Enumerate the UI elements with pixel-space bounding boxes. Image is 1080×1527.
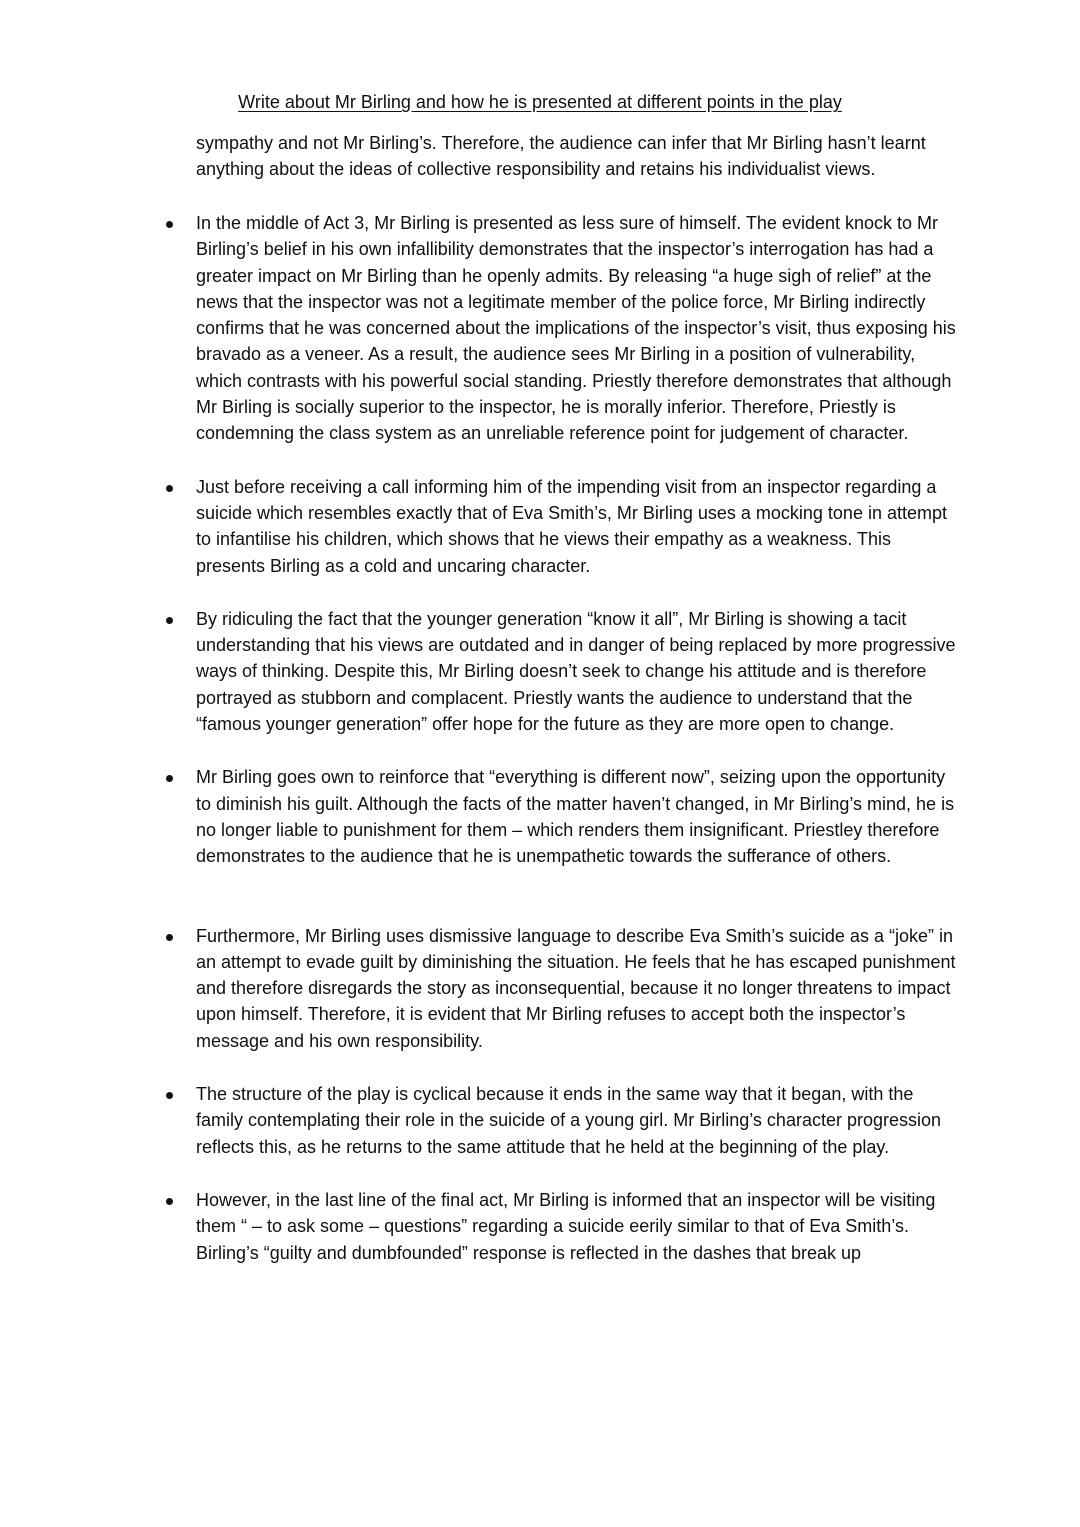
bullet-text: Furthermore, Mr Birling uses dismissive language to describe Eva Smith’s suicide as a “joke” in an attempt to evade guilt by diminishing the situation. He feels that he has escaped punishment and therefore disregards the story as inconsequential, because it no longer threatens to impact upon himself. Therefore, it is evident that Mr Birling refuses to accept both the inspector’s message and his own responsibility. <box>196 925 956 1051</box>
bullet-text: In the middle of Act 3, Mr Birling is presented as less sure of himself. The evident knock to Mr Birling’s belief in his own infallibility demonstrates that the inspector’s interrogation has had a greater impact on Mr Birling than he openly admits. By releasing “a huge sigh of relief” at the news that the inspector was not a legitimate member of the police force, Mr Birling indirectly confirms that he was concerned about the implications of the inspector’s visit, thus exposing his bravado as a veneer. As a result, the audience sees Mr Birling in a position of vulnerability, which contrasts with his powerful social standing. Priestly therefore demonstrates that although Mr Birling is socially superior to the inspector, he is morally inferior. Therefore, Priestly is condemning the class system as an unreliable reference point for judgement of character. <box>196 213 956 444</box>
continuation-paragraph: sympathy and not Mr Birling’s. Therefore, the audience can infer that Mr Birling hasn’t learnt anything about the ideas of collective responsibility and retains his individualist views. <box>196 133 926 180</box>
page-title: Write about Mr Birling and how he is presented at different points in the play <box>238 92 842 112</box>
bullet-item-everything-different <box>0 764 1080 869</box>
bullet-item-final-act <box>0 1187 1080 1266</box>
bullet-item-cyclical-structure <box>0 1081 1080 1160</box>
bullet-icon <box>166 1092 173 1099</box>
bullet-text: By ridiculing the fact that the younger generation “know it all”, Mr Birling is showing a tacit understanding that his views are outdated and in danger of being replaced by more progressive ways of thinking. Despite this, Mr Birling doesn’t seek to change his attitude and is therefore portrayed as stubborn and complacent. Priestly wants the audience to understand that the “famous younger generation” offer hope for the future as they are more open to change. <box>196 608 956 735</box>
bullet-text: Mr Birling goes own to reinforce that “everything is different now”, seizing upon the opportunity to diminish his guilt. Although the facts of the matter haven’t changed, in Mr Birling’s mind, he is no longer liable to punishment for them – which renders them insignificant. Priestley therefore demonstrates to the audience that he is unempathetic towards the sufferance of others. <box>196 767 955 867</box>
bullet-item-act3 <box>0 210 1080 447</box>
bullet-icon <box>166 485 173 492</box>
bullet-text: Just before receiving a call informing him of the impending visit from an inspector regarding a suicide which resembles exactly that of Eva Smith’s, Mr Birling uses a mocking tone in attempt to infantilise his children, which shows that he views their empathy as a weakness. This presents Birling as a cold and uncaring character. <box>196 476 947 576</box>
bullet-icon <box>166 775 173 782</box>
bullet-text: The structure of the play is cyclical because it ends in the same way that it began, with the family contemplating their role in the suicide of a young girl. Mr Birling’s character progression reflects this, as he returns to the same attitude that he held at the beginning of the play. <box>196 1084 942 1157</box>
bullet-item-joke <box>0 923 1080 1054</box>
bullet-icon <box>166 1198 173 1205</box>
bullet-item-mocking-tone <box>0 474 1080 579</box>
bullet-icon <box>166 617 173 624</box>
bullet-list <box>0 210 1080 1266</box>
bullet-icon <box>166 221 173 228</box>
bullet-item-younger-generation <box>0 606 1080 737</box>
bullet-icon <box>166 934 173 941</box>
bullet-text: However, in the last line of the final act, Mr Birling is informed that an inspector will be visiting them “ – to ask some – questions” regarding a suicide eerily similar to that of Eva Smith’s. Birling’s “guilty and dumbfounded” response is reflected in the dashes that break up <box>196 1189 936 1263</box>
